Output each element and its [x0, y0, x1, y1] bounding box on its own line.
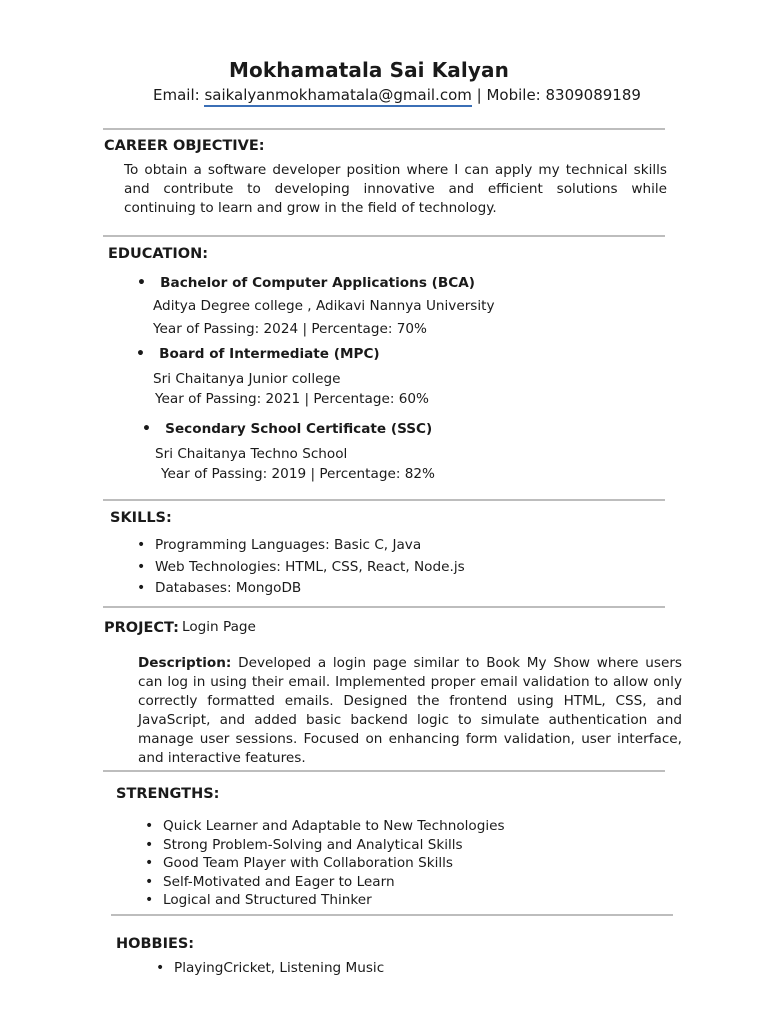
degree-title: Bachelor of Computer Applications (BCA) — [160, 275, 475, 291]
degree-title: Board of Intermediate (MPC) — [159, 346, 380, 362]
list-item: • Programming Languages: Basic C, Java — [137, 535, 465, 557]
email-link[interactable]: saikalyanmokhamatala@gmail.com — [204, 86, 471, 107]
degree-title: Secondary School Certificate (SSC) — [165, 421, 433, 437]
list-item: • Web Technologies: HTML, CSS, React, Node.js — [137, 557, 465, 579]
education-degree — [137, 275, 475, 291]
bullet: • — [136, 346, 145, 362]
strengths-heading: STRENGTHS: — [116, 786, 220, 802]
education-details: Year of Passing: 2021 | Percentage: 60% — [155, 391, 429, 407]
education-details: Year of Passing: 2024 | Percentage: 70% — [153, 321, 427, 337]
list-item: • Logical and Structured Thinker — [145, 891, 505, 910]
career-objective-heading: CAREER OBJECTIVE: — [104, 138, 265, 154]
divider — [111, 914, 673, 916]
hobbies-heading: HOBBIES: — [116, 936, 195, 952]
education-institution: Sri Chaitanya Techno School — [155, 446, 348, 462]
project-description — [138, 654, 682, 768]
education-heading: EDUCATION: — [108, 246, 208, 262]
education-degree — [142, 421, 432, 437]
project-title: Login Page — [182, 619, 256, 635]
divider — [103, 606, 665, 608]
hobbies-list — [156, 959, 384, 978]
candidate-name: Mokhamatala Sai Kalyan — [229, 58, 509, 82]
education-degree — [136, 346, 380, 362]
skills-heading: SKILLS: — [110, 510, 172, 526]
list-item: • Databases: MongoDB — [137, 578, 465, 600]
list-item: • Self-Motivated and Eager to Learn — [145, 873, 505, 892]
divider — [103, 235, 665, 237]
description-text: Developed a login page similar to Book My Show where users can log in using their email. Implemented proper email validation to allow only correctly formatted emails. Designed the frontend using HTML, CSS, and JavaScript, and added basic backend logic to simulate authentication and manage user sessions. Focused on enhancing form validation, user interface, and interactive features. — [138, 655, 682, 766]
divider — [103, 499, 665, 501]
list-item: • Good Team Player with Collaboration Skills — [145, 854, 505, 873]
list-item: • Strong Problem-Solving and Analytical Skills — [145, 836, 505, 855]
list-item: • Quick Learner and Adaptable to New Technologies — [145, 817, 505, 836]
mobile-text: | Mobile: 8309089189 — [471, 86, 641, 104]
bullet: • — [142, 421, 151, 437]
description-label: Description: — [138, 655, 232, 671]
divider — [103, 128, 665, 130]
education-details: Year of Passing: 2019 | Percentage: 82% — [161, 466, 435, 482]
email-label: Email: — [153, 86, 205, 104]
bullet: • — [137, 275, 146, 291]
list-item: • PlayingCricket, Listening Music — [156, 959, 384, 978]
education-institution: Sri Chaitanya Junior college — [153, 371, 341, 387]
strengths-list — [145, 817, 505, 910]
education-institution: Aditya Degree college , Adikavi Nannya University — [153, 298, 495, 314]
project-heading: PROJECT: — [104, 620, 179, 636]
contact-line — [153, 86, 641, 104]
skills-list — [137, 535, 465, 600]
divider — [103, 770, 665, 772]
career-objective-text: To obtain a software developer position where I can apply my technical skills and contribute to developing innovative and efficient solutions while continuing to learn and grow in the field of technology. — [124, 162, 667, 216]
